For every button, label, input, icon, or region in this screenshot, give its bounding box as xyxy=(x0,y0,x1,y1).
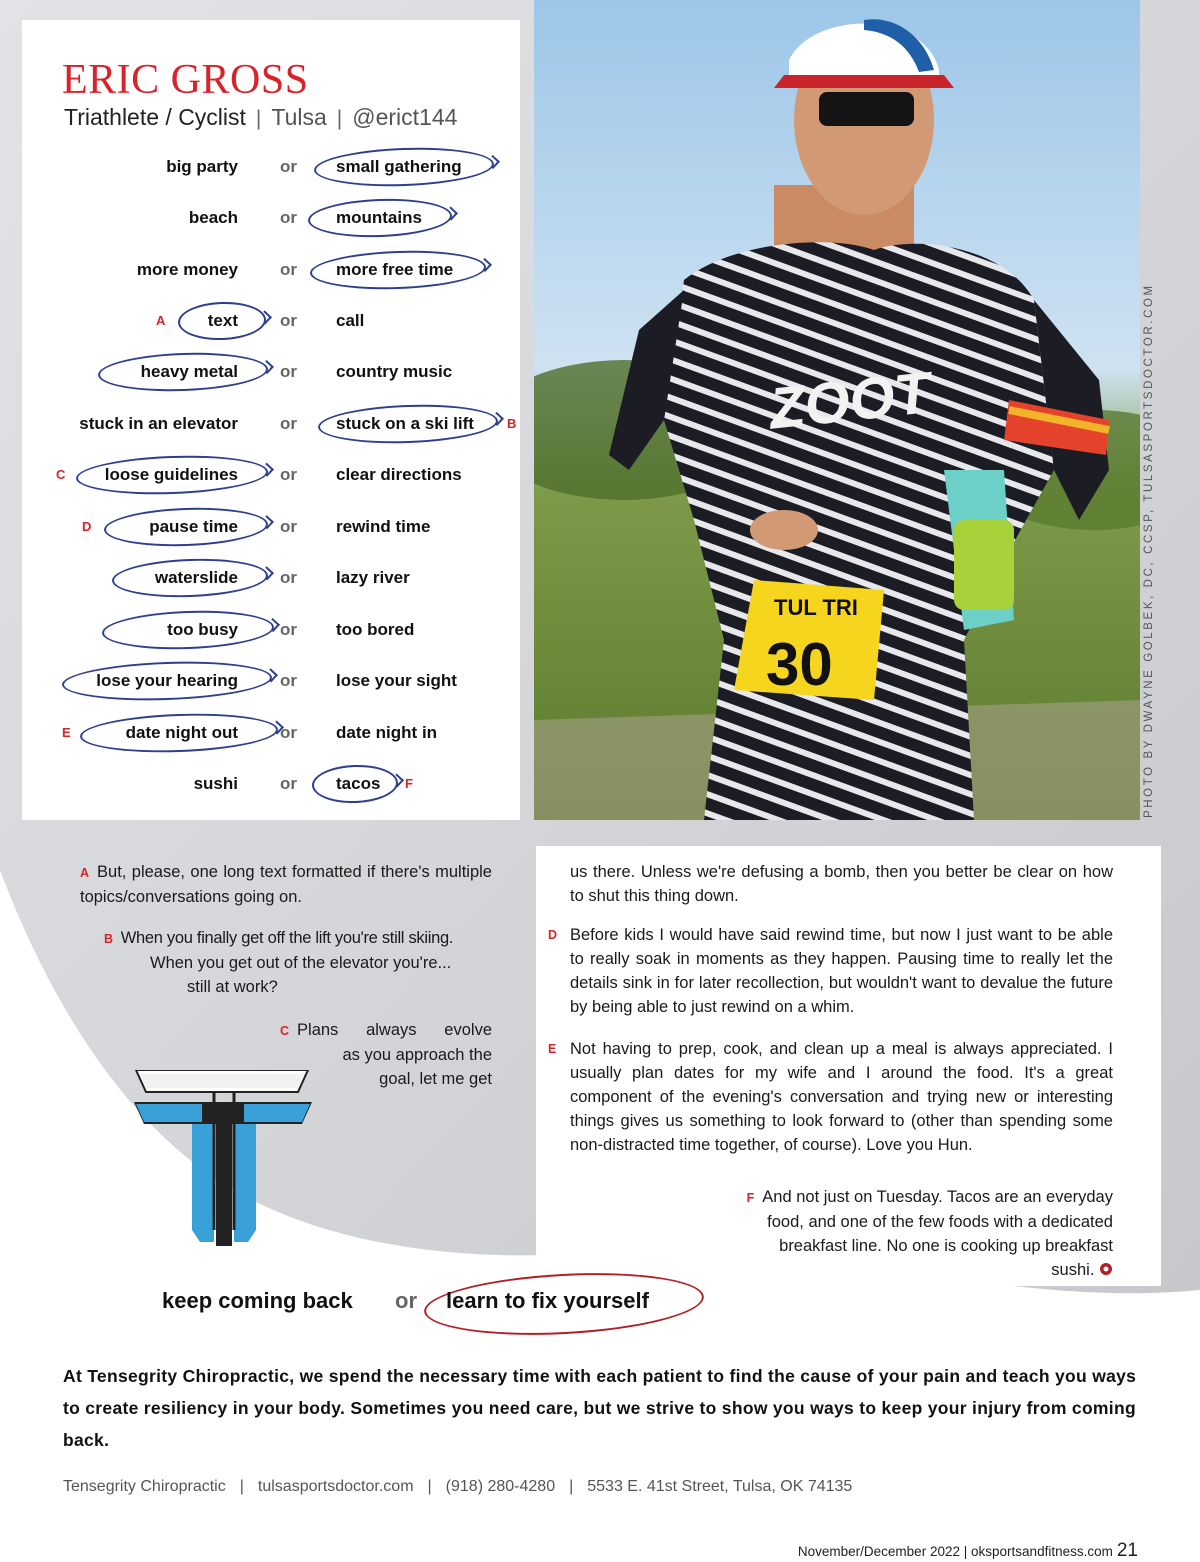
choice-row xyxy=(0,152,530,182)
athlete-role: Triathlete / Cyclist xyxy=(64,104,246,130)
choice-or: or xyxy=(280,362,297,381)
choice-left: sushi xyxy=(193,774,238,793)
subtitle-separator: | xyxy=(255,107,262,130)
footer-business: Tensegrity Chiropractic xyxy=(63,1478,226,1495)
choice-right: lose your sight xyxy=(336,671,457,690)
footer-phone: (918) 280-4280 xyxy=(445,1478,556,1495)
note-marker: B xyxy=(507,416,517,431)
choice-left: pause time xyxy=(149,517,238,536)
choice-row xyxy=(0,666,530,696)
footer-separator: | xyxy=(427,1478,432,1495)
runner-illustration xyxy=(534,0,1140,820)
choice-or: or xyxy=(280,311,297,330)
ad-choice-right: learn to fix yourself xyxy=(446,1288,649,1313)
footer-website[interactable]: tulsasportsdoctor.com xyxy=(257,1478,414,1495)
ad-blurb: At Tensegrity Chiropractic, we spend the necessary time with each patient to find the cause of your pain and teach you ways to create resiliency in your body. Sometimes you need care, but we strive to show you ways to keep your injury from coming back. xyxy=(63,1366,1137,1450)
note-text: goal, let me get xyxy=(379,1070,492,1088)
choice-or: or xyxy=(280,414,297,433)
choice-row xyxy=(0,255,530,285)
note-letter: D xyxy=(548,928,558,942)
ad-choice-or: or xyxy=(395,1288,417,1313)
note-a xyxy=(80,860,492,909)
choice-left: more money xyxy=(136,260,238,279)
choice-left: lose your hearing xyxy=(96,671,238,690)
choice-row xyxy=(0,563,530,593)
jersey-logo: ZOOT xyxy=(766,360,934,442)
note-text: as you approach the xyxy=(342,1046,492,1064)
page-folio xyxy=(798,1540,1138,1562)
choice-or: or xyxy=(280,157,297,176)
choice-right: small gathering xyxy=(336,157,462,176)
choice-row xyxy=(0,769,530,799)
choice-or: or xyxy=(280,671,297,690)
note-text: Plans always evolve xyxy=(297,1021,492,1039)
choice-right: call xyxy=(336,311,365,330)
choice-or: or xyxy=(280,260,297,279)
note-c-continued: us there. Unless we're defusing a bomb, then you better be clear on how to shut this thing down. xyxy=(570,863,1113,905)
note-letter: E xyxy=(548,1042,557,1056)
athlete-subtitle xyxy=(64,104,457,131)
note-letter: F xyxy=(746,1191,755,1205)
note-marker: E xyxy=(62,725,71,740)
footer-separator: | xyxy=(569,1478,574,1495)
choice-right: too bored xyxy=(336,620,415,639)
note-marker: D xyxy=(82,519,92,534)
tensegrity-logo xyxy=(134,1070,314,1246)
ad-footer xyxy=(63,1478,852,1496)
choice-or: or xyxy=(280,568,297,587)
choice-right: more free time xyxy=(336,260,454,279)
choice-right: tacos xyxy=(336,774,381,793)
choice-row xyxy=(0,306,530,336)
note-b xyxy=(104,926,492,999)
folio-separator: | xyxy=(963,1544,968,1559)
choice-left: stuck in an elevator xyxy=(79,414,238,433)
athlete-name: ERIC GROSS xyxy=(62,57,309,103)
choice-left: big party xyxy=(166,157,238,176)
note-text: food, and one of the few foods with a dedicated xyxy=(767,1213,1113,1231)
choice-right: stuck on a ski lift xyxy=(336,414,474,433)
choice-row xyxy=(0,615,530,645)
ad-choice-left: keep coming back xyxy=(162,1288,353,1313)
note-text: Not having to prep, cook, and clean up a meal is always appreciated. I usually plan dates for my wife and I around the food. It's a great component of the evening's conversation and trying new or interesting things gives us something to look forward to (other than spending some non-distracted time together, of course). Love you Hun. xyxy=(570,1040,1113,1154)
note-letter: C xyxy=(280,1024,290,1038)
choice-left: too busy xyxy=(167,620,238,639)
note-letter: A xyxy=(80,866,90,880)
note-text: sushi. xyxy=(1051,1261,1095,1279)
choice-row xyxy=(0,718,530,748)
choice-right: country music xyxy=(336,362,453,381)
athlete-handle: @erict144 xyxy=(352,104,458,130)
choice-left: beach xyxy=(188,208,238,227)
choice-right: date night in xyxy=(336,723,438,742)
choice-or: or xyxy=(280,620,297,639)
choice-left: heavy metal xyxy=(140,362,238,381)
athlete-photo xyxy=(534,0,1140,820)
note-text: When you finally get off the lift you're still skiing. xyxy=(120,929,454,947)
note-d xyxy=(548,923,1113,1019)
page-number: 21 xyxy=(1116,1540,1138,1561)
choice-left: date night out xyxy=(125,723,238,742)
subtitle-separator: | xyxy=(336,107,343,130)
note-marker: A xyxy=(156,313,166,328)
footer-address: 5533 E. 41st Street, Tulsa, OK 74135 xyxy=(587,1478,853,1495)
choice-left: loose guidelines xyxy=(104,465,238,484)
choice-or: or xyxy=(280,774,297,793)
note-text: When you get out of the elevator you're... xyxy=(150,954,452,972)
note-text: still at work? xyxy=(187,978,278,996)
choice-or: or xyxy=(280,723,297,742)
choice-right: mountains xyxy=(336,208,422,227)
note-f xyxy=(640,1185,1113,1282)
end-mark-icon xyxy=(1099,1262,1113,1276)
note-marker: F xyxy=(405,776,413,791)
choice-right: clear directions xyxy=(336,465,462,484)
choice-left: waterslide xyxy=(154,568,238,587)
choice-right: rewind time xyxy=(336,517,431,536)
note-e xyxy=(548,1037,1113,1157)
note-text: And not just on Tuesday. Tacos are an everyday xyxy=(762,1188,1113,1206)
choice-or: or xyxy=(280,208,297,227)
folio-site: oksportsandfitness.com xyxy=(971,1544,1113,1559)
choice-row xyxy=(0,512,530,542)
footer-separator: | xyxy=(239,1478,244,1495)
photo-credit: PHOTO BY DWAYNE GOLBEK, DC, CCSP, TULSASPORTSDOCTOR.COM xyxy=(1143,283,1155,818)
choice-row xyxy=(0,203,530,233)
choice-right: lazy river xyxy=(336,568,410,587)
choice-or: or xyxy=(280,465,297,484)
note-letter: B xyxy=(104,932,113,946)
bib-label: TUL TRI xyxy=(774,595,858,620)
note-text: breakfast line. No one is cooking up breakfast xyxy=(779,1237,1113,1255)
choice-row xyxy=(0,460,530,490)
note-text: But, please, one long text formatted if there's multiple topics/conversations going on. xyxy=(80,863,492,906)
athlete-city: Tulsa xyxy=(271,104,327,130)
choice-row xyxy=(0,409,530,439)
choice-left: text xyxy=(207,311,238,330)
folio-issue: November/December 2022 xyxy=(797,1544,960,1559)
choice-row xyxy=(0,357,530,387)
note-text: Before kids I would have said rewind time, but now I just want to be able to really soak in moments as they happen. Pausing time to really let the details sink in for later recollection, but wouldn't want to devalue the future by being able to just rewind on a whim. xyxy=(570,926,1113,1016)
note-marker: C xyxy=(56,467,66,482)
bib-number: 30 xyxy=(766,631,833,698)
choice-or: or xyxy=(280,517,297,536)
